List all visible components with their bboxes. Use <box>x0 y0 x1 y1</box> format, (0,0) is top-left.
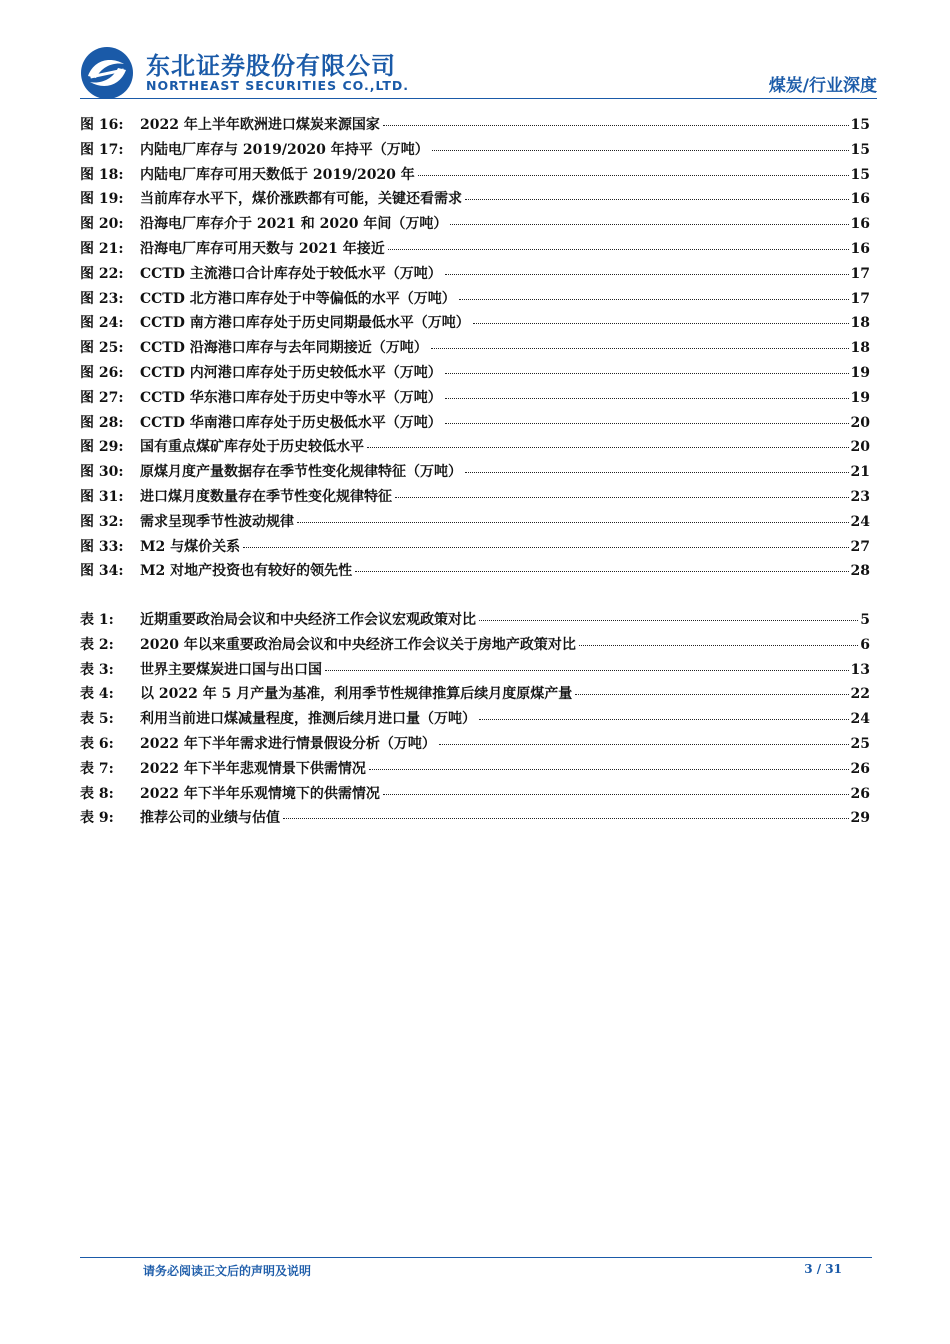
figure-entry[interactable] <box>80 511 870 536</box>
figure-entry[interactable] <box>80 337 870 362</box>
leader-dots <box>479 620 858 621</box>
leader-dots <box>325 670 849 671</box>
toc-entry-page: 16 <box>850 216 870 233</box>
toc-entry-title: CCTD 北方港口库存处于中等偏低的水平（万吨） <box>140 290 456 307</box>
footer-divider <box>80 1257 872 1258</box>
leader-dots <box>383 794 849 795</box>
leader-dots <box>459 299 849 300</box>
toc-entry-label: 图 31: <box>80 488 124 505</box>
table-entry[interactable] <box>80 733 870 758</box>
figure-entry[interactable] <box>80 213 870 238</box>
leader-dots <box>439 744 849 745</box>
toc-entry-title: CCTD 内河港口库存处于历史较低水平（万吨） <box>140 364 442 381</box>
company-name-en: NORTHEAST SECURITIES CO.,LTD. <box>146 78 410 93</box>
toc-entry-title: 原煤月度产量数据存在季节性变化规律特征（万吨） <box>140 464 462 481</box>
toc-entry-label: 图 30: <box>80 464 124 481</box>
toc-entry-title: 2022 年上半年欧洲进口煤炭来源国家 <box>140 117 380 133</box>
leader-dots <box>355 571 848 572</box>
toc-entry-label: 图 23: <box>80 290 124 307</box>
toc-entry-page: 6 <box>860 636 870 653</box>
toc-entry-label: 图 28: <box>80 414 124 431</box>
toc-entry-label: 图 19: <box>80 191 124 208</box>
toc-entry-label: 图 34: <box>80 563 124 580</box>
toc-entry-title: 2022 年下半年悲观情景下供需情况 <box>140 760 366 777</box>
toc-entry-page: 25 <box>850 735 870 752</box>
leader-dots <box>473 323 849 324</box>
disclaimer-note: 请务必阅读正文后的声明及说明 <box>143 1264 312 1278</box>
toc-entry-label: 图 18: <box>80 166 124 183</box>
toc-entry-title: 以 2022 年 5 月产量为基准，利用季节性规律推算后续月度原煤产量 <box>140 686 573 703</box>
toc-entry-page: 20 <box>850 439 870 456</box>
leader-dots <box>418 175 849 176</box>
leader-dots <box>283 818 849 819</box>
leader-dots <box>369 769 849 770</box>
figure-entry[interactable] <box>80 362 870 387</box>
figure-entry[interactable] <box>80 139 870 164</box>
figure-entry[interactable] <box>80 263 870 288</box>
figure-entry[interactable] <box>80 436 870 461</box>
toc-entry-page: 18 <box>850 315 870 332</box>
toc-entry-title: 沿海电厂库存介于 2021 和 2020 年间（万吨） <box>140 216 448 233</box>
leader-dots <box>388 249 849 250</box>
toc-entry-page: 19 <box>850 389 870 406</box>
toc-entry-label: 表 7: <box>80 760 114 777</box>
leader-dots <box>367 447 849 448</box>
toc-entry-title: 当前库存水平下，煤价涨跌都有可能，关键还看需求 <box>140 191 462 208</box>
toc-entry-title: 内陆电厂库存与 2019/2020 年持平（万吨） <box>140 141 429 158</box>
toc-entry-label: 图 27: <box>80 389 124 406</box>
leader-dots <box>575 694 848 695</box>
table-entry[interactable] <box>80 758 870 783</box>
toc-entry-page: 28 <box>850 563 870 580</box>
toc-entry-title: CCTD 沿海港口库存与去年同期接近（万吨） <box>140 340 428 357</box>
leader-dots <box>445 373 849 374</box>
header-divider <box>80 98 877 99</box>
toc-entry-label: 图 20: <box>80 216 124 233</box>
toc-entry-label: 表 9: <box>80 810 114 827</box>
toc-entry-label: 表 4: <box>80 686 114 703</box>
toc-entry-page: 26 <box>850 760 870 777</box>
table-entry[interactable] <box>80 683 870 708</box>
toc-entry-title: M2 对地产投资也有较好的领先性 <box>140 563 353 580</box>
toc-entry-page: 19 <box>850 364 870 381</box>
toc-entry-title: 推荐公司的业绩与估值 <box>140 810 280 827</box>
toc-entry-title: 近期重要政治局会议和中央经济工作会议宏观政策对比 <box>140 612 476 628</box>
toc-entry-title: 世界主要煤炭进口国与出口国 <box>140 661 322 678</box>
toc-entry-page: 23 <box>850 488 870 505</box>
figure-entry[interactable] <box>80 560 870 585</box>
toc-entry-title: 2022 年下半年需求进行情景假设分析（万吨） <box>140 735 436 752</box>
leader-dots <box>445 398 849 399</box>
leader-dots <box>431 348 849 349</box>
toc-entry-title: CCTD 主流港口合计库存处于较低水平（万吨） <box>140 265 442 282</box>
toc-entry-label: 表 6: <box>80 735 114 752</box>
page-header <box>80 40 877 98</box>
table-entry[interactable] <box>80 807 870 832</box>
figure-entry[interactable] <box>80 536 870 561</box>
figure-list <box>80 114 870 585</box>
toc-entry-label: 表 3: <box>80 661 114 678</box>
company-name-cn: 东北证券股份有限公司 <box>146 52 396 80</box>
figure-entry[interactable] <box>80 164 870 189</box>
toc-entry-title: CCTD 南方港口库存处于历史同期最低水平（万吨） <box>140 315 470 332</box>
toc-entry-label: 表 2: <box>80 636 114 653</box>
leader-dots <box>465 472 849 473</box>
toc-entry-label: 图 24: <box>80 315 124 332</box>
toc-entry-title: CCTD 华南港口库存处于历史极低水平（万吨） <box>140 414 442 431</box>
toc-entry-label: 表 8: <box>80 785 114 802</box>
toc-entry-page: 16 <box>850 191 870 208</box>
toc-entry-page: 21 <box>850 464 870 481</box>
toc-entry-title: M2 与煤价关系 <box>140 538 241 555</box>
table-entry[interactable] <box>80 659 870 684</box>
toc-entry-page: 16 <box>850 240 870 257</box>
leader-dots <box>465 199 849 200</box>
toc-entry-page: 27 <box>850 538 870 555</box>
toc-entry-title: 需求呈现季节性波动规律 <box>140 513 294 530</box>
figure-entry[interactable] <box>80 461 870 486</box>
leader-dots <box>450 224 848 225</box>
company-logo-icon <box>80 46 134 100</box>
toc-entry-title: 内陆电厂库存可用天数低于 2019/2020 年 <box>140 166 415 183</box>
page-number: 3 / 31 <box>804 1262 842 1276</box>
table-entry[interactable] <box>80 708 870 733</box>
figure-entry[interactable] <box>80 238 870 263</box>
toc-entry-label: 图 29: <box>80 439 124 456</box>
leader-dots <box>395 497 849 498</box>
figure-entry[interactable] <box>80 312 870 337</box>
toc-entry-label: 图 32: <box>80 513 124 530</box>
figure-entry[interactable] <box>80 114 870 139</box>
toc-entry-title: 利用当前进口煤减量程度，推测后续月进口量（万吨） <box>140 711 476 728</box>
toc-entry-page: 17 <box>850 265 870 282</box>
toc-entry-title: 沿海电厂库存可用天数与 2021 年接近 <box>140 240 385 257</box>
leader-dots <box>445 423 849 424</box>
leader-dots <box>445 274 849 275</box>
figure-entry[interactable] <box>80 288 870 313</box>
table-list <box>80 609 870 832</box>
toc-entry-label: 图 25: <box>80 340 124 357</box>
table-entry[interactable] <box>80 783 870 808</box>
figure-entry[interactable] <box>80 188 870 213</box>
toc-entry-page: 29 <box>850 810 870 827</box>
leader-dots <box>479 719 849 720</box>
toc-entry-label: 图 22: <box>80 265 124 282</box>
toc-entry-label: 图 26: <box>80 364 124 381</box>
table-entry[interactable] <box>80 634 870 659</box>
leader-dots <box>579 645 858 646</box>
toc-entry-page: 24 <box>850 513 870 530</box>
toc-entry-label: 图 33: <box>80 538 124 555</box>
report-section-tag: 煤炭/行业深度 <box>768 76 877 96</box>
toc-entry-title: 2022 年下半年乐观情境下的供需情况 <box>140 785 380 802</box>
toc-entry-page: 20 <box>850 414 870 431</box>
toc-entry-page: 15 <box>850 141 870 158</box>
toc-entry-page: 24 <box>850 711 870 728</box>
leader-dots <box>297 522 849 523</box>
toc-entry-label: 表 5: <box>80 711 114 728</box>
figure-entry[interactable] <box>80 412 870 437</box>
toc-entry-label: 图 21: <box>80 240 124 257</box>
toc-entry-page: 22 <box>850 686 870 703</box>
toc-entry-page: 17 <box>850 290 870 307</box>
toc-entry-page: 26 <box>850 785 870 802</box>
leader-dots <box>383 125 849 126</box>
toc-entry-page: 5 <box>860 612 870 628</box>
toc-entry-page: 13 <box>850 661 870 678</box>
toc-entry-title: CCTD 华东港口库存处于历史中等水平（万吨） <box>140 389 442 406</box>
toc-entry-label: 图 16: <box>80 117 124 133</box>
leader-dots <box>432 150 849 151</box>
toc-entry-page: 15 <box>850 117 870 133</box>
toc-entry-title: 进口煤月度数量存在季节性变化规律特征 <box>140 488 392 505</box>
toc-entry-title: 2020 年以来重要政治局会议和中央经济工作会议关于房地产政策对比 <box>140 636 576 653</box>
figure-entry[interactable] <box>80 387 870 412</box>
toc-entry-title: 国有重点煤矿库存处于历史较低水平 <box>140 439 364 456</box>
figure-entry[interactable] <box>80 486 870 511</box>
toc-entry-page: 15 <box>850 166 870 183</box>
toc-entry-page: 18 <box>850 340 870 357</box>
table-entry[interactable] <box>80 609 870 634</box>
toc-entry-label: 图 17: <box>80 141 124 158</box>
leader-dots <box>243 547 848 548</box>
toc-entry-label: 表 1: <box>80 612 114 628</box>
